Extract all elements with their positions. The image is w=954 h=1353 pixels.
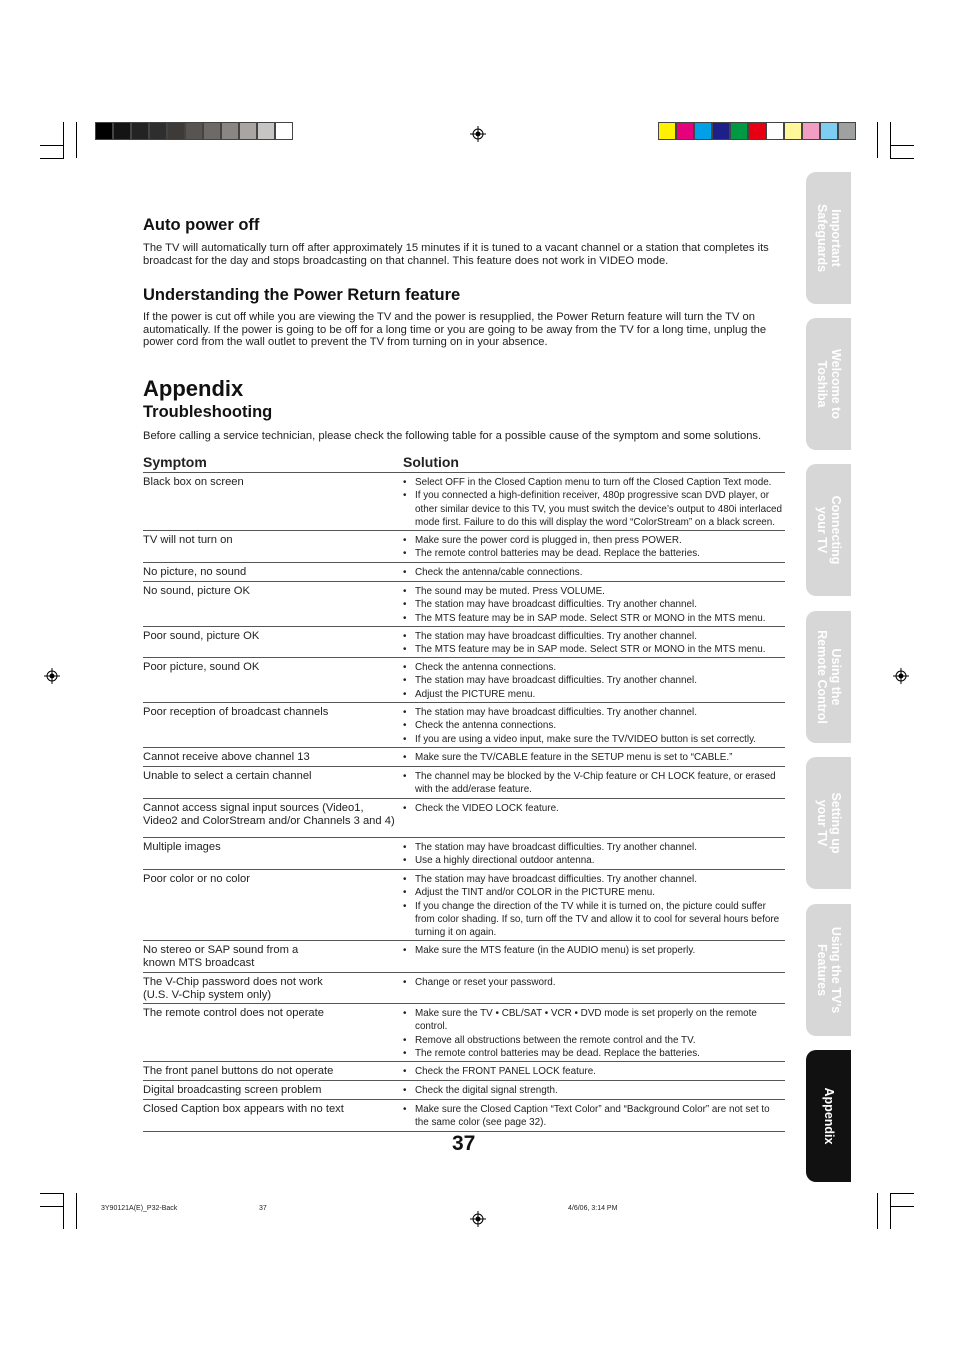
table-row bbox=[143, 799, 785, 838]
power-return-text: If the power is cut off while you are viewing the TV and the power is resupplied, the Power Return feature will turn the TV on automatically. If the power is going to be off for a long time or you are going to be away from the TV for a long time, unplug the power cord from the wall outlet to prevent the TV from turning on in your absence. bbox=[143, 311, 767, 349]
symptom-cell bbox=[143, 703, 403, 747]
solution-item: • Check the FRONT PANEL LOCK feature. bbox=[403, 1065, 785, 1078]
table-row bbox=[143, 748, 785, 767]
color-swatch bbox=[766, 122, 784, 140]
tab-label bbox=[815, 630, 843, 724]
solution-cell bbox=[403, 531, 785, 562]
tab-setting-up-your-tv[interactable] bbox=[806, 757, 851, 889]
auto-power-off-heading: Auto power off bbox=[143, 216, 260, 234]
symptom-cell bbox=[143, 627, 403, 657]
crop-mark bbox=[63, 1193, 64, 1229]
symptom-text: No stereo or SAP sound from a bbox=[143, 944, 299, 956]
solution-list bbox=[403, 1065, 785, 1078]
symptom-cell bbox=[143, 838, 403, 869]
symptom-cell bbox=[143, 1062, 403, 1080]
solution-cell bbox=[403, 563, 785, 581]
symptom-text: Video2 and ColorStream and/or Channels 3 and 4) bbox=[143, 815, 395, 827]
tab-label-line: Important bbox=[828, 209, 843, 267]
solution-cell bbox=[403, 658, 785, 702]
solution-cell bbox=[403, 870, 785, 940]
troubleshooting-intro: Before calling a service technician, please check the following table for a possible cause of the symptom and some solutions. bbox=[143, 430, 762, 442]
crop-mark bbox=[63, 122, 64, 158]
solution-item: • Make sure the TV/CABLE feature in the SETUP menu is set to “CABLE.” bbox=[403, 751, 785, 764]
solution-item: • The channel may be blocked by the V-Chip feature or CH LOCK feature, or erased with the add/erase feature. bbox=[403, 770, 785, 797]
solution-list bbox=[403, 873, 785, 939]
solution-item: • The station may have broadcast difficulties. Try another channel. bbox=[403, 674, 785, 687]
tab-important-safeguards[interactable] bbox=[806, 172, 851, 304]
process-color-bar bbox=[658, 122, 856, 140]
solution-list bbox=[403, 841, 785, 868]
solution-column-header: Solution bbox=[403, 454, 459, 470]
color-swatch bbox=[149, 122, 167, 140]
solution-list bbox=[403, 802, 785, 815]
solution-list bbox=[403, 751, 785, 764]
table-header bbox=[143, 452, 785, 473]
solution-cell bbox=[403, 703, 785, 747]
solution-item: • The station may have broadcast difficulties. Try another channel. bbox=[403, 873, 785, 886]
solution-cell bbox=[403, 582, 785, 626]
symptom-text: known MTS broadcast bbox=[143, 957, 255, 969]
color-swatch bbox=[748, 122, 766, 140]
table-row bbox=[143, 1004, 785, 1062]
solution-list bbox=[403, 706, 785, 746]
troubleshooting-table bbox=[143, 452, 785, 1132]
symptom-text: Multiple images bbox=[143, 841, 221, 853]
color-swatch bbox=[676, 122, 694, 140]
solution-cell bbox=[403, 473, 785, 530]
table-row bbox=[143, 563, 785, 582]
symptom-text: No sound, picture OK bbox=[143, 585, 250, 597]
solution-list bbox=[403, 944, 785, 957]
symptom-text: Black box on screen bbox=[143, 476, 244, 488]
table-row bbox=[143, 531, 785, 563]
page-number: 37 bbox=[452, 1132, 476, 1155]
solution-item: • The remote control batteries may be dead. Replace the batteries. bbox=[403, 547, 785, 560]
solution-list bbox=[403, 534, 785, 561]
symptom-text: The V-Chip password does not work bbox=[143, 976, 323, 988]
tab-label bbox=[815, 792, 843, 853]
table-row bbox=[143, 973, 785, 1004]
solution-list bbox=[403, 976, 785, 989]
symptom-cell bbox=[143, 1004, 403, 1061]
power-return-heading: Understanding the Power Return feature bbox=[143, 286, 461, 304]
solution-item: • Make sure the power cord is plugged in, then press POWER. bbox=[403, 534, 785, 547]
tab-label bbox=[815, 349, 843, 419]
symptom-cell bbox=[143, 941, 403, 972]
solution-item: • If you change the direction of the TV while it is turned on, the picture could suffer from color shading. If so, turn off the TV and allow it to cool for several hours before turning it on again. bbox=[403, 900, 785, 940]
solution-cell bbox=[403, 941, 785, 972]
solution-list bbox=[403, 585, 785, 625]
symptom-cell bbox=[143, 870, 403, 940]
solution-item: • The sound may be muted. Press VOLUME. bbox=[403, 585, 785, 598]
solution-list bbox=[403, 1007, 785, 1060]
solution-cell bbox=[403, 838, 785, 869]
registration-mark-icon bbox=[44, 668, 60, 684]
symptom-text: (U.S. V-Chip system only) bbox=[143, 989, 272, 1001]
tab-label-line: Toshiba bbox=[814, 360, 829, 408]
crop-mark bbox=[890, 145, 914, 146]
solution-item: • The station may have broadcast difficulties. Try another channel. bbox=[403, 706, 785, 719]
tab-label-line: Using the TV’s bbox=[828, 926, 843, 1014]
color-swatch bbox=[113, 122, 131, 140]
symptom-text: Poor reception of broadcast channels bbox=[143, 706, 329, 718]
symptom-cell bbox=[143, 658, 403, 702]
symptom-cell bbox=[143, 799, 403, 837]
symptom-cell bbox=[143, 1100, 403, 1131]
footer-page: 37 bbox=[259, 1205, 267, 1212]
solution-item: • Adjust the TINT and/or COLOR in the PICTURE menu. bbox=[403, 886, 785, 899]
color-swatch bbox=[838, 122, 856, 140]
tab-label-line: Safeguards bbox=[814, 203, 829, 273]
solution-list bbox=[403, 476, 785, 529]
color-swatch bbox=[203, 122, 221, 140]
symptom-cell bbox=[143, 748, 403, 766]
symptom-cell bbox=[143, 767, 403, 798]
symptom-cell bbox=[143, 563, 403, 581]
crop-mark bbox=[40, 1193, 64, 1194]
color-swatch bbox=[221, 122, 239, 140]
footer-filename: 3Y90121A(E)_P32-Back bbox=[101, 1205, 178, 1212]
solution-list bbox=[403, 630, 785, 657]
symptom-text: Digital broadcasting screen problem bbox=[143, 1084, 322, 1096]
solution-item: • Make sure the Closed Caption “Text Color” and “Background Color” are not set to the same color (see page 32). bbox=[403, 1103, 785, 1130]
color-swatch bbox=[658, 122, 676, 140]
tab-welcome-to-toshiba[interactable] bbox=[806, 318, 851, 450]
tab-label bbox=[815, 496, 843, 565]
table-row bbox=[143, 658, 785, 703]
symptom-text: Poor sound, picture OK bbox=[143, 630, 260, 642]
solution-list bbox=[403, 1084, 785, 1097]
solution-cell bbox=[403, 767, 785, 798]
symptom-text: The remote control does not operate bbox=[143, 1007, 324, 1019]
crop-mark bbox=[40, 1206, 64, 1207]
symptom-text: The front panel buttons do not operate bbox=[143, 1065, 334, 1077]
color-swatch bbox=[239, 122, 257, 140]
solution-cell bbox=[403, 1081, 785, 1099]
troubleshooting-heading: Troubleshooting bbox=[143, 403, 273, 421]
table-row bbox=[143, 582, 785, 627]
crop-mark bbox=[877, 1193, 878, 1229]
table-row bbox=[143, 1062, 785, 1081]
tab-connecting-your-tv[interactable] bbox=[806, 464, 851, 596]
color-swatch bbox=[257, 122, 275, 140]
table-row bbox=[143, 1081, 785, 1100]
color-swatch bbox=[95, 122, 113, 140]
tab-label-line: your TV bbox=[814, 506, 829, 554]
symptom-column-header: Symptom bbox=[143, 454, 207, 470]
crop-mark bbox=[40, 145, 64, 146]
solution-list bbox=[403, 1103, 785, 1130]
crop-mark bbox=[890, 158, 914, 159]
solution-item: • The MTS feature may be in SAP mode. Select STR or MONO in the MTS menu. bbox=[403, 612, 785, 625]
solution-item: • Use a highly directional outdoor antenna. bbox=[403, 854, 785, 867]
footer-timestamp: 4/6/06, 3:14 PM bbox=[568, 1205, 618, 1212]
registration-mark-icon bbox=[893, 668, 909, 684]
symptom-text: TV will not turn on bbox=[143, 534, 233, 546]
solution-item: • Check the digital signal strength. bbox=[403, 1084, 785, 1097]
solution-item: • Change or reset your password. bbox=[403, 976, 785, 989]
solution-item: • The station may have broadcast difficulties. Try another channel. bbox=[403, 598, 785, 611]
symptom-cell bbox=[143, 973, 403, 1003]
grayscale-color-bar bbox=[95, 122, 293, 140]
solution-list bbox=[403, 661, 785, 701]
crop-mark bbox=[890, 1206, 914, 1207]
solution-cell bbox=[403, 973, 785, 1003]
symptom-cell bbox=[143, 531, 403, 562]
solution-item: • Make sure the TV • CBL/SAT • VCR • DVD mode is set properly on the remote control. bbox=[403, 1007, 785, 1034]
color-swatch bbox=[185, 122, 203, 140]
solution-cell bbox=[403, 1062, 785, 1080]
solution-item: • Select OFF in the Closed Caption menu to turn off the Closed Caption Text mode. bbox=[403, 476, 785, 489]
solution-item: • If you connected a high-definition receiver, 480p progressive scan DVD player, or other similar device to this TV, you must switch the device’s output to 480i interlaced mode first. Failure to do this will display the word “ColorStream” on a black screen. bbox=[403, 489, 785, 529]
crop-mark bbox=[877, 122, 878, 158]
solution-item: • The station may have broadcast difficulties. Try another channel. bbox=[403, 630, 785, 643]
tab-label-line: Appendix bbox=[821, 1087, 836, 1145]
tab-label-line: Setting up bbox=[828, 792, 843, 854]
solution-item: • Check the VIDEO LOCK feature. bbox=[403, 802, 785, 815]
tab-label-line: your TV bbox=[814, 799, 829, 847]
solution-cell bbox=[403, 1100, 785, 1131]
solution-list bbox=[403, 566, 785, 579]
tab-label bbox=[815, 927, 843, 1013]
solution-item: • Check the antenna connections. bbox=[403, 661, 785, 674]
crop-mark bbox=[76, 122, 77, 158]
tab-appendix[interactable] bbox=[806, 1050, 851, 1182]
solution-item: • Adjust the PICTURE menu. bbox=[403, 688, 785, 701]
color-swatch bbox=[167, 122, 185, 140]
symptom-text: No picture, no sound bbox=[143, 566, 247, 578]
tab-label-line: Remote Control bbox=[814, 630, 829, 724]
solution-item: • Check the antenna connections. bbox=[403, 719, 785, 732]
solution-item: • Remove all obstructions between the remote control and the TV. bbox=[403, 1034, 785, 1047]
solution-item: • The remote control batteries may be dead. Replace the batteries. bbox=[403, 1047, 785, 1060]
symptom-cell bbox=[143, 582, 403, 626]
color-swatch bbox=[730, 122, 748, 140]
color-swatch bbox=[784, 122, 802, 140]
symptom-text: Poor color or no color bbox=[143, 873, 250, 885]
solution-item: • The station may have broadcast difficulties. Try another channel. bbox=[403, 841, 785, 854]
solution-cell bbox=[403, 1004, 785, 1061]
registration-mark-icon bbox=[470, 1211, 486, 1227]
color-swatch bbox=[131, 122, 149, 140]
solution-item: • The MTS feature may be in SAP mode. Select STR or MONO in the MTS menu. bbox=[403, 643, 785, 656]
tab-label-line: Welcome to bbox=[828, 349, 843, 419]
solution-cell bbox=[403, 799, 785, 837]
tab-label bbox=[815, 204, 843, 272]
tab-using-the-remote-control[interactable] bbox=[806, 611, 851, 743]
crop-mark bbox=[890, 122, 891, 158]
solution-list bbox=[403, 770, 785, 797]
solution-item: • Make sure the MTS feature (in the AUDIO menu) is set properly. bbox=[403, 944, 785, 957]
crop-mark bbox=[890, 1193, 914, 1194]
symptom-text: Closed Caption box appears with no text bbox=[143, 1103, 344, 1115]
table-row bbox=[143, 941, 785, 973]
solution-cell bbox=[403, 748, 785, 766]
symptom-text: Cannot access signal input sources (Video1, bbox=[143, 802, 364, 814]
solution-item: • If you are using a video input, make sure the TV/VIDEO button is set correctly. bbox=[403, 733, 785, 746]
color-swatch bbox=[712, 122, 730, 140]
symptom-cell bbox=[143, 1081, 403, 1099]
auto-power-off-text: The TV will automatically turn off after approximately 15 minutes if it is tuned to a vacant channel or a station that completes its broadcast for the day and stops broadcasting on that channel. This feature does not work in VIDEO mode. bbox=[143, 242, 769, 267]
table-row bbox=[143, 870, 785, 941]
crop-mark bbox=[890, 1193, 891, 1229]
registration-mark-icon bbox=[470, 126, 486, 142]
table-row bbox=[143, 838, 785, 870]
color-swatch bbox=[820, 122, 838, 140]
color-swatch bbox=[802, 122, 820, 140]
table-row bbox=[143, 1100, 785, 1132]
crop-mark bbox=[40, 158, 64, 159]
tab-label bbox=[822, 1088, 836, 1145]
symptom-text: Poor picture, sound OK bbox=[143, 661, 260, 673]
solution-cell bbox=[403, 627, 785, 657]
table-row bbox=[143, 473, 785, 531]
tab-label-line: Features bbox=[814, 943, 829, 997]
symptom-text: Unable to select a certain channel bbox=[143, 770, 312, 782]
symptom-text: Cannot receive above channel 13 bbox=[143, 751, 310, 763]
color-swatch bbox=[275, 122, 293, 140]
color-swatch bbox=[694, 122, 712, 140]
tab-label-line: Connecting bbox=[828, 495, 843, 565]
tab-label-line: Using the bbox=[828, 648, 843, 706]
page-title: Appendix bbox=[143, 376, 244, 401]
solution-item: • Check the antenna/cable connections. bbox=[403, 566, 785, 579]
table-row bbox=[143, 767, 785, 799]
table-row bbox=[143, 703, 785, 748]
crop-mark bbox=[76, 1193, 77, 1229]
tab-using-the-tvs-features[interactable] bbox=[806, 904, 851, 1036]
symptom-cell bbox=[143, 473, 403, 530]
table-row bbox=[143, 627, 785, 658]
